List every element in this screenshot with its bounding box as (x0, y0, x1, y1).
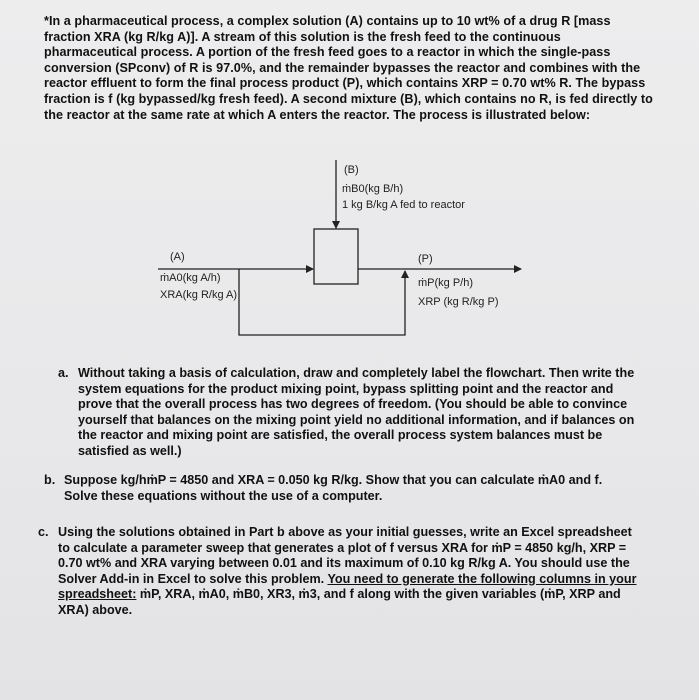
question-b-text: Suppose kg/hṁP = 4850 and XRA = 0.050 kg R/kg. Show that you can calculate ṁA0 and f. Solve these equations without the use of a computer. (64, 473, 603, 503)
question-a-text: Without taking a basis of calculation, draw and completely label the flowchart. Then write the system equations for the product mixing point, bypass splitting point and the reactor and prove that the overall process has two degrees of freedom. (You should be able to convince yourself that balances on the mixing point yield no additional information, and if balances on the reactor and mixing point are satisfied, the overall process system balances must be satisfied as well.) (78, 366, 635, 458)
question-a (58, 366, 638, 460)
question-c-marker: c. (38, 525, 49, 539)
stream-p-fraction-label: XRP (kg R/kg P) (418, 296, 499, 308)
bypass-line (239, 269, 405, 335)
question-c (38, 525, 638, 619)
stream-b-tag: (B) (344, 164, 359, 176)
stream-a-fraction-label: XRA(kg R/kg A) (160, 289, 238, 301)
question-c-text (58, 525, 638, 619)
problem-intro-text: *In a pharmaceutical process, a complex solution (A) contains up to 10 wt% of a drug R [mass fraction XRA (kg R/kg A)]. A stream of this solution is the fresh feed to the continuous pharmaceutical process. A portion of the fresh feed goes to a reactor in which the single-pass conversion (SPconv) of R is 97.0%, and the remainder bypasses the reactor and combines with the reactor effluent to form the final process product (P), which contains XRP = 0.70 wt% R. The bypass fraction is f (kg bypassed/kg fresh feed). A second mixture (B), which contains no R, is fed directly to the reactor at the same rate at which A enters the reactor. The process is illustrated below: (44, 14, 653, 122)
stream-a-tag: (A) (170, 251, 185, 263)
question-c-text-end: ṁP, XRA, ṁA0, ṁB0, XR3, ṁ3, and f along with the given variables (ṁP, XRP and XRA) above. (58, 587, 621, 617)
stream-b-flow-label: ṁB0(kg B/h) (342, 183, 404, 195)
stream-p-flow-label: ṁP(kg P/h) (418, 277, 474, 289)
stream-p-tag: (P) (418, 253, 433, 265)
stream-a-flow-label: ṁA0(kg A/h) (160, 272, 221, 284)
stream-b-ratio-label: 1 kg B/kg A fed to reactor (342, 199, 465, 211)
question-c-text-underlined: You need to generate the following columns in your spreadsheet: (58, 571, 637, 602)
question-b-marker: b. (44, 473, 56, 487)
question-b (44, 473, 634, 504)
question-c-text-main: Using the solutions obtained in Part b above as your initial guesses, write an Excel spreadsheet to calculate a parameter sweep that generates a plot of f versus XRA for ṁP = 4850 kg/h, XRP = 0.70 wt% and XRA varying between 0.01 and its maximum of 0.10 kg R/kg A. You should use the Solver Add-in in Excel to solve this problem. (58, 525, 632, 586)
question-a-marker: a. (58, 366, 69, 380)
reactor-box (314, 229, 358, 284)
